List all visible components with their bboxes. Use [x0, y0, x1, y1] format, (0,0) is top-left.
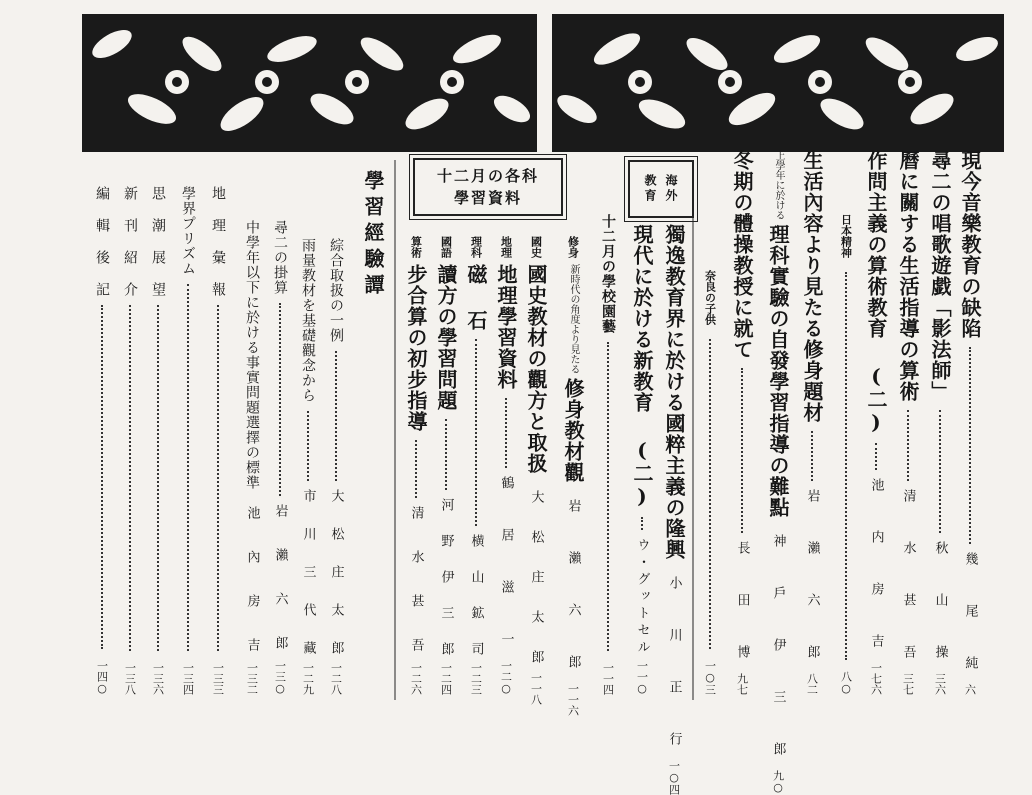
entry-author: 横 山 鉱 司	[468, 534, 484, 659]
entry-page: 一○四	[667, 760, 681, 795]
entry-author: 岩 瀨 六 郎	[804, 489, 820, 670]
toc-entry[interactable]	[836, 214, 856, 695]
entry-page: 九○	[771, 770, 785, 794]
entry-page: 一二三	[469, 662, 483, 695]
entry-title: 十二月の學校園藝	[600, 214, 616, 334]
entry-title: 國史教材の觀方と取扱	[524, 264, 548, 474]
toc-entry[interactable]	[298, 238, 318, 695]
toc-entry[interactable]	[464, 236, 488, 695]
entry-title: 地理學習資料	[494, 264, 518, 390]
toc-entry[interactable]	[120, 186, 140, 695]
entry-tag: 奈良の子供	[703, 270, 717, 325]
leader-dots	[157, 305, 159, 651]
leader-dots	[709, 339, 711, 649]
entry-author: ウ・グットセル	[634, 538, 650, 657]
entry-author: 長 田 博	[734, 541, 750, 670]
toc-entry[interactable]	[556, 236, 590, 716]
entry-page: 一一八	[529, 672, 543, 705]
entry-tag: 日本精神	[839, 214, 853, 258]
entry-author: 神 戶 伊 三 郎	[770, 534, 786, 767]
entry-author: 池 內 房 吉	[244, 506, 260, 659]
entry-tag: 理科	[469, 236, 483, 258]
toc-entry[interactable]	[598, 214, 618, 695]
entry-page: 一三○	[273, 660, 287, 695]
entry-page: 一三二	[245, 662, 259, 695]
entry-page: 三六	[933, 673, 947, 695]
leader-dots	[307, 411, 309, 481]
toc-entry[interactable]	[434, 236, 458, 695]
entry-title: 生活內容より見たる修身題材	[800, 150, 824, 423]
toc-entry[interactable]	[242, 220, 262, 695]
leader-dots	[939, 410, 941, 533]
entry-tag: 算術	[409, 236, 423, 258]
ornamental-banner-left	[82, 14, 537, 152]
toc-entry[interactable]	[928, 150, 952, 695]
entry-page: 一二九	[301, 662, 315, 695]
entry-title: 讀方の學習問題	[434, 264, 458, 411]
entry-page: 一○三	[703, 660, 717, 695]
leader-dots	[187, 284, 189, 651]
entry-page: 一三六	[151, 662, 165, 695]
leader-dots	[129, 305, 131, 651]
leader-dots	[845, 272, 847, 660]
entry-author: 池 内 房 吉	[868, 478, 884, 659]
entry-title: 現代に於ける新教育 (二)	[630, 224, 654, 509]
leader-dots	[969, 347, 971, 544]
entry-page: 一二四	[439, 662, 453, 695]
toc-entry[interactable]	[178, 186, 198, 695]
heading-text: 十二月の各科學習資料	[436, 167, 539, 207]
leader-dots	[907, 410, 909, 481]
entry-author: 小 川 正 行	[666, 576, 682, 757]
entry-author: 市 川 三 代 藏	[300, 489, 316, 659]
toc-entry[interactable]	[662, 224, 686, 795]
entry-tag: 修身	[566, 236, 580, 258]
entry-page: 一七六	[869, 662, 883, 695]
entry-title: 理科實驗の自發學習指導の難點	[766, 224, 790, 518]
toc-entry[interactable]	[270, 220, 290, 695]
entry-title: 磁 石	[464, 264, 488, 331]
entry-title: 作問主義の算術教育 (二)	[864, 150, 888, 435]
leader-dots	[505, 398, 507, 468]
toc-entry[interactable]	[958, 150, 982, 695]
entry-page: 一二○	[499, 660, 513, 695]
entry-title: 現今音樂教育の缺陷	[958, 150, 982, 339]
leader-dots	[475, 339, 477, 526]
entry-page: 一三四	[181, 662, 195, 695]
label-text: 海外	[664, 174, 678, 204]
leader-dots	[415, 440, 417, 498]
toc-entry[interactable]	[326, 238, 346, 695]
leader-dots	[811, 431, 813, 481]
entry-title: 獨逸教育界に於ける國粹主義の隆興	[662, 224, 686, 560]
leader-dots	[335, 351, 337, 481]
leader-dots	[217, 305, 219, 651]
entry-page: 九七	[735, 673, 749, 695]
leader-dots	[279, 303, 281, 496]
toc-entry[interactable]	[762, 150, 794, 794]
entry-author: 岩 瀨 六 郎	[565, 499, 581, 680]
entry-title: 綜合取扱の一例	[328, 238, 344, 343]
entry-subtitle: 上學年に於ける	[773, 150, 784, 220]
ornamental-banner-right	[552, 14, 1004, 152]
entry-title: 曆に關する生活指導の算術	[896, 150, 920, 402]
entry-author: 鶴 居 滋 一	[498, 476, 514, 657]
entry-title: 思 潮 展 望	[150, 186, 166, 297]
entry-subtitle: 新時代の角度より見たる	[568, 264, 579, 374]
entry-title: 學界プリズム	[180, 186, 196, 276]
entry-title: 新 刊 紹 介	[122, 186, 138, 297]
toc-entry[interactable]	[864, 150, 888, 695]
toc-entry[interactable]	[630, 224, 654, 695]
entry-author: 河 野 伊 三 郎	[438, 498, 454, 659]
toc-entry[interactable]	[700, 270, 720, 695]
heading-text: 學習經驗譚	[361, 170, 385, 300]
entry-author: 大 松 庄 太 郎	[528, 490, 544, 669]
entry-title: 雨量教材を基礎觀念から	[300, 238, 316, 403]
entry-title: 中學年以下に於ける事實問題選擇の標準	[244, 220, 260, 490]
entry-author: 清 水 甚 吾	[408, 506, 424, 659]
entry-title: 修身教材觀	[561, 378, 585, 483]
toc-entry[interactable]	[730, 150, 754, 695]
entry-page: 三七	[901, 673, 915, 695]
toc-entry[interactable]	[494, 236, 518, 695]
toc-entry[interactable]	[148, 186, 168, 695]
leader-dots	[741, 368, 743, 533]
entry-title: 地 理 彙 報	[210, 186, 226, 297]
label-text: 教育	[643, 174, 657, 204]
entry-title: 編 輯 後 記	[94, 186, 110, 297]
leader-dots	[641, 517, 643, 530]
toc-entry[interactable]	[524, 236, 548, 705]
entry-author: 秋 山 操	[932, 541, 948, 670]
leader-dots	[445, 419, 447, 490]
entry-author: 清 水 甚 吾	[900, 489, 916, 670]
toc-entry[interactable]	[92, 186, 112, 695]
entry-title: 尋二の掛算	[272, 220, 288, 295]
entry-page: 一一○	[635, 660, 649, 695]
entry-author: 岩 瀨 六 郎	[272, 504, 288, 657]
entry-page: 六	[963, 684, 977, 695]
entry-page: 一四○	[95, 660, 109, 695]
leader-dots	[101, 305, 103, 649]
entry-title: 尋二の唱歌遊戯「影法師」	[928, 150, 952, 402]
section-heading-learning-experience	[360, 170, 386, 330]
leader-dots	[875, 443, 877, 470]
toc-entry[interactable]	[800, 150, 824, 695]
entry-tag: 國語	[439, 236, 453, 258]
toc-entry[interactable]	[208, 186, 228, 695]
entry-page: 一三八	[123, 662, 137, 695]
entry-author: 幾 尾 純	[962, 552, 978, 681]
entry-page: 一三三	[211, 662, 225, 695]
entry-tag: 國史	[529, 236, 543, 258]
toc-entry[interactable]	[404, 236, 428, 695]
entry-page: 一一四	[601, 662, 615, 695]
toc-entry[interactable]	[896, 150, 920, 695]
entry-page: 一一六	[566, 683, 580, 716]
entry-page: 八○	[839, 671, 853, 695]
entry-page: 一二八	[329, 662, 343, 695]
entry-tag: 地理	[499, 236, 513, 258]
section-label-overseas-education	[628, 160, 694, 218]
entry-page: 一二六	[409, 662, 423, 695]
entry-author: 大 松 庄 太 郎	[328, 489, 344, 659]
entry-title: 步合算の初步指導	[404, 264, 428, 432]
section-heading-monthly-materials	[413, 158, 563, 216]
entry-page: 八二	[805, 673, 819, 695]
leader-dots	[607, 342, 609, 651]
entry-title: 冬期の體操教授に就て	[730, 150, 754, 360]
